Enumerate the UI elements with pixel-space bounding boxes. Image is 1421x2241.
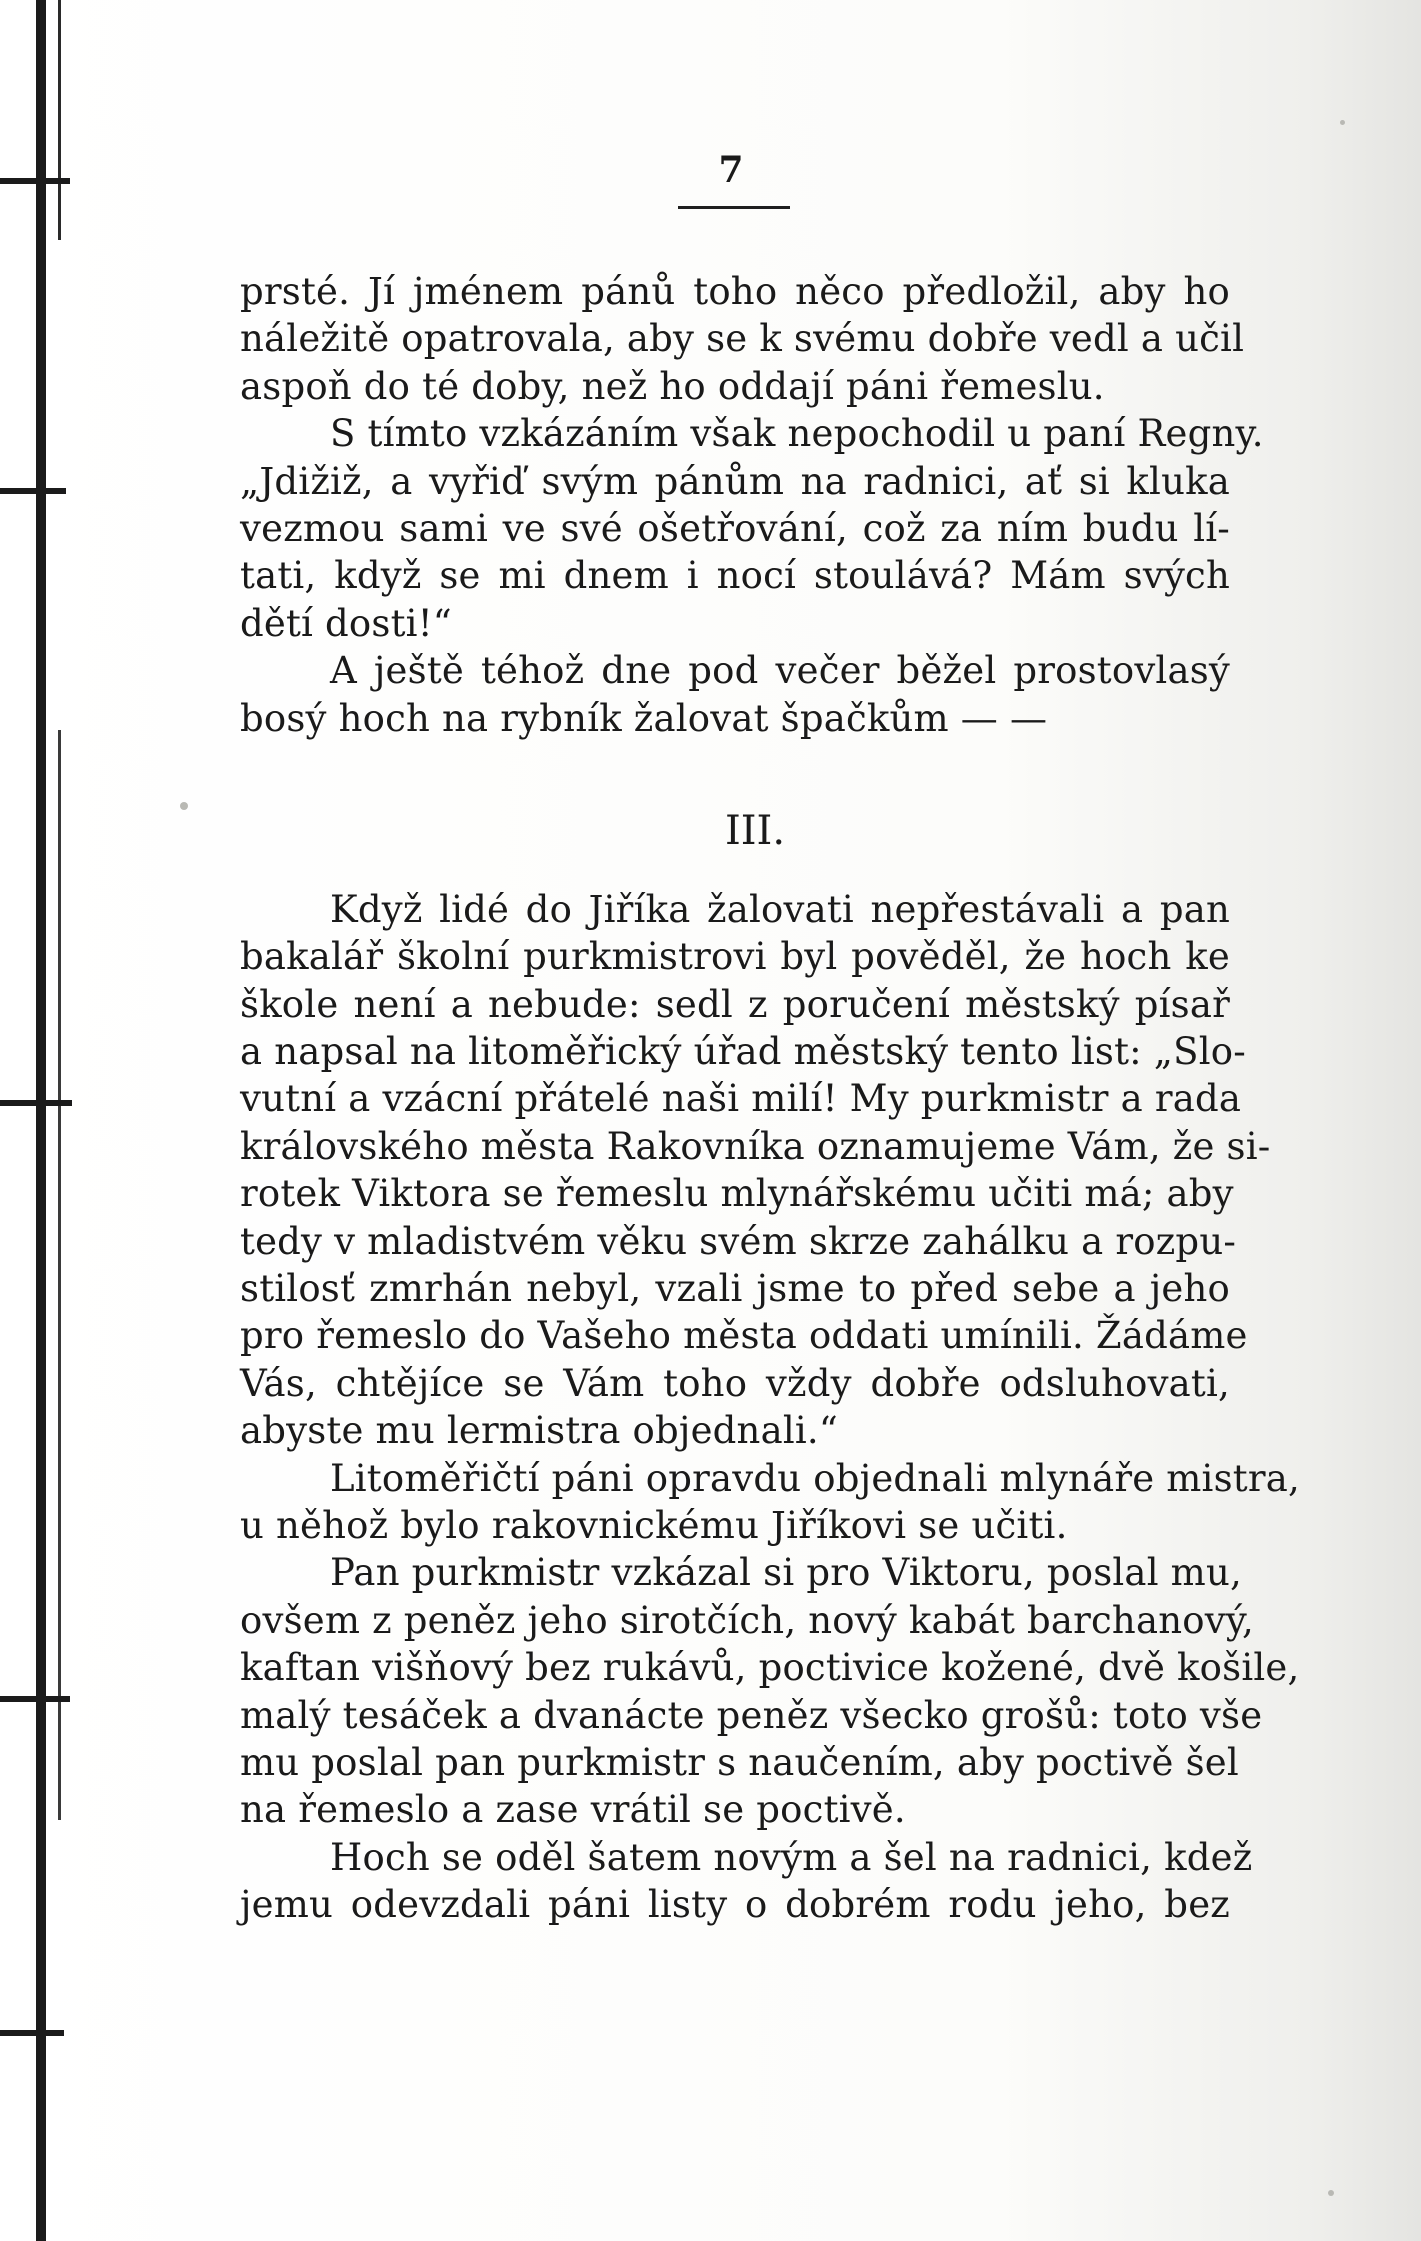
paragraph xyxy=(240,410,1264,647)
text-line: „Jdižiž, a vyřiď svým pánům na radnici, ať si kluka xyxy=(240,459,1230,503)
text-line: tati, když se mi dnem i nocí stoulává? Mám svých xyxy=(240,554,1230,598)
text-line: jemu odevzdali páni listy o dobrém rodu jeho, bez xyxy=(240,1883,1230,1927)
text-line: stilosť zmrhán nebyl, vzali jsme to před sebe a jeho xyxy=(240,1267,1230,1311)
text-line: a napsal na litoměřický úřad městský tento list: „Slo- xyxy=(240,1030,1246,1074)
paragraph xyxy=(240,1834,1253,1929)
text-line: u něhož bylo rakovnickému Jiříkovi se učiti. xyxy=(240,1503,1068,1547)
text-line: aspoň do té doby, než ho oddají páni řemeslu. xyxy=(240,364,1105,408)
text-line: bosý hoch na rybník žalovat špačkům — — xyxy=(240,696,1048,740)
text-line: malý tesáček a dvanácte peněz všecko grošů: toto vše xyxy=(240,1693,1263,1737)
text-line: Litoměřičtí páni opravdu objednali mlynáře mistra, xyxy=(330,1456,1300,1500)
scan-speck xyxy=(1328,2190,1334,2196)
binding-line-middle xyxy=(58,730,61,1820)
text-line: kaftan višňový bez rukávů, poctivice kožené, dvě košile, xyxy=(240,1646,1300,1690)
paragraph xyxy=(240,886,1271,1455)
text-line: tedy v mladistvém věku svém skrze zahálku a rozpu- xyxy=(240,1219,1237,1263)
paragraph xyxy=(240,647,1230,742)
binding-line-top xyxy=(58,0,61,240)
text-line: Hoch se oděl šatem novým a šel na radnici, kdež xyxy=(330,1835,1253,1879)
text-line: ovšem z peněz jeho sirotčích, nový kabát barchanový, xyxy=(240,1598,1254,1642)
page-number-rule xyxy=(678,206,790,209)
text-line: bakalář školní purkmistrovi byl pověděl, že hoch ke xyxy=(240,935,1230,979)
paragraph xyxy=(240,1549,1300,1833)
text-line: dětí dosti!“ xyxy=(240,601,452,645)
text-line: Když lidé do Jiříka žalovati nepřestávali a pan xyxy=(330,887,1230,931)
text-line: Vás, chtějíce se Vám toho vždy dobře odsluhovati, xyxy=(240,1361,1230,1405)
paragraph xyxy=(240,1455,1300,1550)
text-line: na řemeslo a zase vrátil se poctivě. xyxy=(240,1788,906,1832)
body-text xyxy=(240,268,1300,1929)
binding-mark xyxy=(0,2030,64,2036)
binding-mark xyxy=(0,1100,72,1106)
text-line: mu poslal pan purkmistr s naučením, aby poctivě šel xyxy=(240,1740,1239,1784)
text-line: A ještě téhož dne pod večer běžel prostovlasý xyxy=(330,649,1230,693)
paragraph xyxy=(240,268,1245,410)
text-line: škole není a nebude: sedl z poručení městský písař xyxy=(240,982,1230,1026)
text-line: prsté. Jí jménem pánů toho něco předložil, aby ho xyxy=(240,270,1230,313)
binding-mark xyxy=(0,178,70,184)
binding-mark xyxy=(0,488,66,494)
text-line: vutní a vzácní přátelé naši milí! My purkmistr a rada xyxy=(240,1077,1242,1121)
section-heading: III. xyxy=(724,807,786,854)
scan-speck xyxy=(1340,120,1345,125)
text-line: rotek Viktora se řemeslu mlynářskému učiti má; aby xyxy=(240,1172,1234,1216)
page-number: 7 xyxy=(718,149,744,191)
text-line: náležitě opatrovala, aby se k svému dobře vedl a učil xyxy=(240,317,1245,361)
binding-mark xyxy=(0,1696,70,1702)
text-line: abyste mu lermistra objednali.“ xyxy=(240,1409,838,1453)
text-line: královského města Rakovníka oznamujeme Vám, že si- xyxy=(240,1124,1271,1168)
text-line: S tímto vzkázáním však nepochodil u paní Regny. xyxy=(330,412,1264,456)
book-binding-edge xyxy=(0,0,62,2241)
binding-shadow xyxy=(36,0,46,2241)
text-line: vezmou sami ve své ošetřování, což za ním budu lí- xyxy=(240,506,1230,550)
scan-speck xyxy=(180,802,188,810)
text-line: Pan purkmistr vzkázal si pro Viktoru, poslal mu, xyxy=(330,1551,1242,1595)
text-line: pro řemeslo do Vašeho města oddati umínili. Žádáme xyxy=(240,1314,1248,1358)
